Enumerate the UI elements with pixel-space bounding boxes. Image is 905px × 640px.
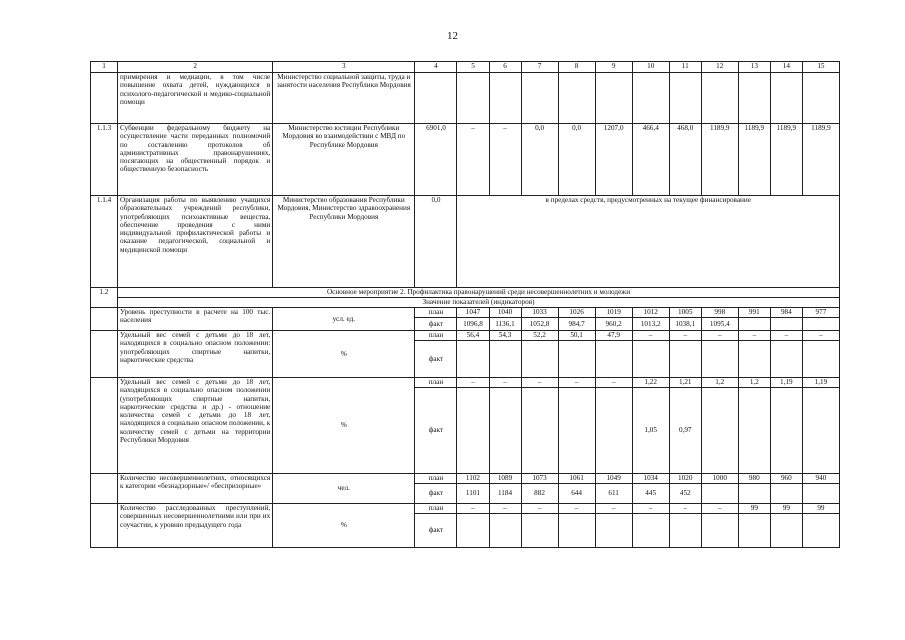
fact-value: 1095,4 — [701, 318, 738, 331]
fact-value — [595, 514, 632, 548]
plan-value: – — [632, 504, 669, 514]
cell-desc: примирения и медиации, в том числе повышение охвата детей, нуждающихся в психолого-педагогической и медико-социальной помощи — [118, 73, 273, 124]
cell-num — [91, 378, 118, 474]
plan-label: план — [415, 504, 457, 514]
fact-value: 1,05 — [632, 388, 669, 474]
plan-value: 1026 — [558, 308, 595, 318]
plan-label: план — [415, 331, 457, 341]
plan-value: – — [632, 331, 669, 341]
page-number: 12 — [447, 30, 458, 42]
plan-value: 998 — [701, 308, 738, 318]
fact-value — [770, 318, 802, 331]
plan-value: 1102 — [457, 474, 489, 484]
fact-value — [738, 341, 770, 378]
continuation-row — [91, 73, 840, 124]
column-number: 10 — [632, 62, 669, 73]
fact-label: факт — [415, 388, 457, 474]
indicator-unit: % — [273, 331, 415, 378]
plan-value: 991 — [738, 308, 770, 318]
cell-value: 0,0 — [558, 124, 595, 196]
fact-value — [770, 514, 802, 548]
plan-value: 1061 — [558, 474, 595, 484]
cell-num: 1.1.3 — [91, 124, 118, 196]
fact-value: 960,2 — [595, 318, 632, 331]
plan-value: 1,22 — [632, 378, 669, 388]
fact-value — [632, 514, 669, 548]
plan-value: – — [489, 378, 521, 388]
fact-label: факт — [415, 484, 457, 504]
cell-num — [91, 331, 118, 378]
fact-value — [558, 341, 595, 378]
column-number: 13 — [738, 62, 770, 73]
fact-value — [802, 388, 839, 474]
fact-value: 1184 — [489, 484, 521, 504]
column-number: 1 — [91, 62, 118, 73]
fact-value — [802, 484, 839, 504]
column-number: 3 — [273, 62, 415, 73]
cell-num — [91, 474, 118, 504]
plan-value: 1089 — [489, 474, 521, 484]
cell-num — [91, 308, 118, 331]
fact-value — [558, 388, 595, 474]
fact-value — [802, 514, 839, 548]
cell-num — [91, 73, 118, 124]
fact-label: факт — [415, 341, 457, 378]
plan-value: – — [701, 331, 738, 341]
plan-value: 940 — [802, 474, 839, 484]
plan-value: – — [669, 331, 701, 341]
indicator-desc: Количество расследованных преступлений, совершенных несовершеннолетними или при их соучастии, к уровню предыдущего года — [118, 504, 273, 548]
indicator-plan-row — [91, 474, 840, 484]
plan-value: 960 — [770, 474, 802, 484]
column-number: 14 — [770, 62, 802, 73]
column-number: 2 — [118, 62, 273, 73]
section-title: Основное мероприятие 2. Профилактика правонарушений среди несовершеннолетних и молодежи — [118, 288, 840, 298]
plan-value: 50,1 — [558, 331, 595, 341]
cell-value: 466,4 — [632, 124, 669, 196]
fact-value — [595, 341, 632, 378]
cell-executor: Министерство юстиции Республики Мордовия во взаимодействии с МВД по Республике Мордовия — [273, 124, 415, 196]
fact-value — [738, 388, 770, 474]
plan-value: – — [457, 378, 489, 388]
fact-value — [489, 514, 521, 548]
fact-value — [802, 318, 839, 331]
cell-value: 1189,9 — [738, 124, 770, 196]
cell-num: 1.1.4 — [91, 196, 118, 288]
plan-value: 1073 — [521, 474, 558, 484]
indicator-unit: усл. ед. — [273, 308, 415, 331]
fact-value — [521, 514, 558, 548]
fact-value — [558, 514, 595, 548]
fact-value: 1052,8 — [521, 318, 558, 331]
plan-value: 1019 — [595, 308, 632, 318]
plan-value: – — [558, 504, 595, 514]
fact-value: 1013,2 — [632, 318, 669, 331]
plan-value: 1033 — [521, 308, 558, 318]
plan-value: 1020 — [669, 474, 701, 484]
column-number: 8 — [558, 62, 595, 73]
indicator-desc: Количество несовершеннолетних, относящихся к категории «безнадзорные»/ «беспризорные» — [118, 474, 273, 504]
fact-value — [457, 341, 489, 378]
plan-value: 984 — [770, 308, 802, 318]
plan-value: – — [457, 504, 489, 514]
cell-value: – — [489, 124, 521, 196]
cell-desc: Организация работы по выявлению учащихся образовательных учреждений республики, употребляющих психоактивные вещества, обеспечение проведения с ними индивидуальной профилактической работы и оказание педагогической, социальной и медицинской помощи — [118, 196, 273, 288]
plan-value: – — [595, 378, 632, 388]
indicator-plan-row — [91, 504, 840, 514]
fact-value — [521, 388, 558, 474]
indicators-table — [90, 61, 840, 548]
fact-value — [738, 514, 770, 548]
fact-value: 445 — [632, 484, 669, 504]
column-number: 6 — [489, 62, 521, 73]
fact-value — [701, 514, 738, 548]
cell-num — [91, 504, 118, 548]
plan-value: 1,19 — [770, 378, 802, 388]
indicator-plan-row — [91, 308, 840, 318]
cell-value: 1189,9 — [802, 124, 839, 196]
indicator-desc: Уровень преступности в расчете на 100 тыс. населения — [118, 308, 273, 331]
fact-value: 1038,1 — [669, 318, 701, 331]
fact-value: 1101 — [457, 484, 489, 504]
column-numbers-row — [91, 62, 840, 73]
plan-value: – — [738, 331, 770, 341]
indicator-unit: % — [273, 504, 415, 548]
fact-value — [669, 341, 701, 378]
row-1-1-3 — [91, 124, 840, 196]
cell-num: 1.2 — [91, 288, 118, 308]
fact-value — [632, 341, 669, 378]
fact-value — [738, 318, 770, 331]
row-1-1-4 — [91, 196, 840, 288]
indicator-desc: Удельный вес семей с детьми до 18 лет, находящихся в социально опасном положении (употребляющих спиртные напитки, наркотические средства и др.) - отношение количества семей с детьми до 18 лет, находящихся в социально опасном положении, к количеству семей с детьми на территории Республики Мордовия — [118, 378, 273, 474]
fact-value — [770, 341, 802, 378]
fact-value — [770, 388, 802, 474]
indicator-unit: чел. — [273, 474, 415, 504]
fact-value — [521, 341, 558, 378]
plan-value: 977 — [802, 308, 839, 318]
column-number: 7 — [521, 62, 558, 73]
cell-value: 6901,0 — [415, 124, 457, 196]
plan-value: – — [802, 331, 839, 341]
plan-value: – — [521, 378, 558, 388]
plan-value: 980 — [738, 474, 770, 484]
plan-value: 52,2 — [521, 331, 558, 341]
fact-value: 611 — [595, 484, 632, 504]
plan-value: 1000 — [701, 474, 738, 484]
plan-value: 1,2 — [701, 378, 738, 388]
plan-value: 1,21 — [669, 378, 701, 388]
indicator-plan-row — [91, 331, 840, 341]
plan-value: – — [489, 504, 521, 514]
plan-value: 99 — [738, 504, 770, 514]
plan-value: 99 — [802, 504, 839, 514]
plan-value: – — [595, 504, 632, 514]
column-number: 5 — [457, 62, 489, 73]
cell-value: 468,0 — [669, 124, 701, 196]
plan-value: 1,19 — [802, 378, 839, 388]
column-number: 4 — [415, 62, 457, 73]
plan-value: 99 — [770, 504, 802, 514]
plan-value: 56,4 — [457, 331, 489, 341]
column-number: 11 — [669, 62, 701, 73]
fact-value — [457, 388, 489, 474]
row-1-2-subtitle — [91, 298, 840, 308]
plan-label: план — [415, 378, 457, 388]
cell-value: 0,0 — [521, 124, 558, 196]
cell-executor: Министерство образования Республики Мордовия, Министерство здравоохранения Республики Мордовия — [273, 196, 415, 288]
fact-value — [669, 514, 701, 548]
fact-value — [457, 514, 489, 548]
fact-label: факт — [415, 514, 457, 548]
fact-value: 1096,8 — [457, 318, 489, 331]
cell-executor: Министерство социальной защиты, труда и занятости населения Республики Мордовия — [273, 73, 415, 124]
cell-total: 0,0 — [415, 196, 457, 288]
cell-value: 1207,0 — [595, 124, 632, 196]
plan-value: 1049 — [595, 474, 632, 484]
fact-value: 644 — [558, 484, 595, 504]
column-number: 15 — [802, 62, 839, 73]
cell-value: – — [457, 124, 489, 196]
plan-value: – — [770, 331, 802, 341]
fact-label: факт — [415, 318, 457, 331]
fact-value: 1136,1 — [489, 318, 521, 331]
plan-value: 54,3 — [489, 331, 521, 341]
fact-value — [701, 484, 738, 504]
table-body — [91, 62, 840, 548]
plan-label: план — [415, 474, 457, 484]
plan-value: – — [669, 504, 701, 514]
plan-value: 1012 — [632, 308, 669, 318]
plan-value: – — [558, 378, 595, 388]
plan-value: – — [701, 504, 738, 514]
fact-value — [701, 341, 738, 378]
indicator-desc: Удельный вес семей с детьми до 18 лет, находящихся в социально опасном положении: употребляющих спиртные напитки, наркотические средства — [118, 331, 273, 378]
plan-value: – — [521, 504, 558, 514]
fact-value — [701, 388, 738, 474]
plan-value: 1005 — [669, 308, 701, 318]
fact-value — [770, 484, 802, 504]
cell-value: 1189,9 — [701, 124, 738, 196]
fact-value — [489, 341, 521, 378]
cell-value: 1189,9 — [770, 124, 802, 196]
fact-value — [802, 341, 839, 378]
fact-value — [489, 388, 521, 474]
fact-value: 984,7 — [558, 318, 595, 331]
indicator-plan-row — [91, 378, 840, 388]
section-subtitle: Значение показателей (индикаторов) — [118, 298, 840, 308]
plan-value: 1034 — [632, 474, 669, 484]
fact-value — [595, 388, 632, 474]
plan-value: 1040 — [489, 308, 521, 318]
fact-value: 452 — [669, 484, 701, 504]
fact-value: 0,97 — [669, 388, 701, 474]
row-1-2-title — [91, 288, 840, 298]
fact-value — [738, 484, 770, 504]
plan-value: 1,2 — [738, 378, 770, 388]
fact-value: 882 — [521, 484, 558, 504]
plan-label: план — [415, 308, 457, 318]
cell-financing-note: в пределах средств, предусмотренных на текущее финансирование — [457, 196, 840, 288]
indicator-unit: % — [273, 378, 415, 474]
plan-value: 1047 — [457, 308, 489, 318]
column-number: 9 — [595, 62, 632, 73]
column-number: 12 — [701, 62, 738, 73]
plan-value: 47,9 — [595, 331, 632, 341]
cell-desc: Субвенции федеральному бюджету на осуществление части переданных полномочий по составлению протоколов об административных правонарушениях, посягающих на общественный порядок и общественную безопасность — [118, 124, 273, 196]
